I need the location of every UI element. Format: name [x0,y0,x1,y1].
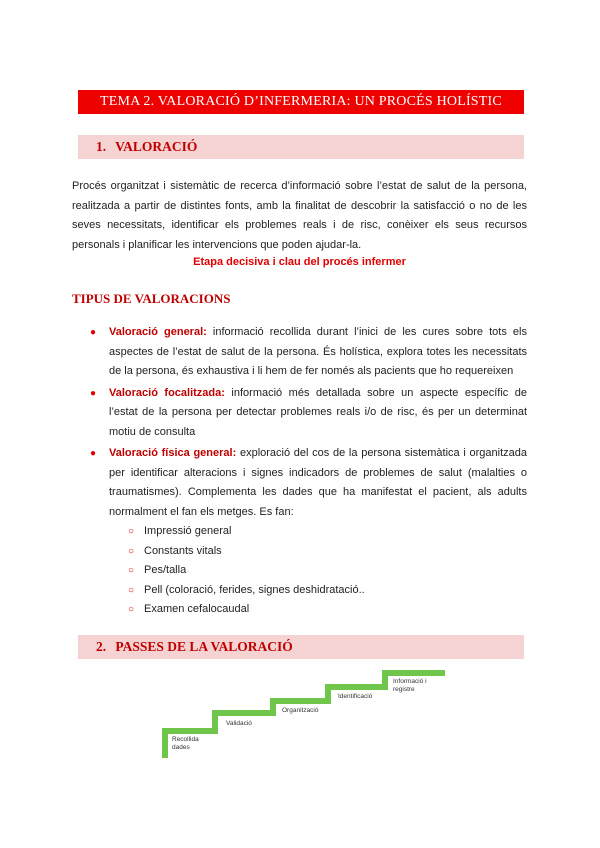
valuation-types-list [90,323,527,622]
circle-bullet-icon: ○ [128,584,135,596]
key-stage-highlight: Etapa decisiva i clau del procés infermer [193,256,406,268]
item-text: informació més detallada sobre un aspecte específic de l’estat de la persona per detectar problemes reals i/o de risc, és per un determinat motiu de consulta [109,386,528,438]
document-title: TEMA 2. VALORACIÓ D’INFERMERIA: UN PROCÉS HOLÍSTIC [78,90,524,114]
list-item [90,444,527,620]
exam-sublist [109,522,527,620]
step-label: Informació i registre [393,678,427,693]
section-number: 2. [96,639,107,654]
step-label: Identificació [338,693,373,700]
sub-list-item: ○ Examen cefalocaudal [128,600,527,620]
assessment-steps-diagram [160,668,450,763]
list-item [90,384,527,443]
bullet-icon: ● [90,387,97,399]
section-passes-heading [78,635,524,659]
item-term: Valoració focalitzada: [109,386,225,399]
sub-list-item: ○ Impressió general [128,522,527,542]
circle-bullet-icon: ○ [128,526,135,537]
item-text: exploració del cos de la persona sistemàtica i organitzada per identificar alteracions i signes indicadors de problemes de salut (malalties o traumatismes). Complementa les dades que ha manifestat el pacient, als adults normalment el fan els metges. Es fan: [109,447,528,518]
circle-bullet-icon: ○ [128,604,135,615]
item-text: informació recollida durant l’inici de les cures sobre tots els aspectes de l’estat de salut de la persona. És holística, explora totes les necessitats de la persona, és exhaustiva i li hem de fer només als pacients que ho requereixen [109,326,527,377]
item-term: Valoració general: [109,326,207,338]
intro-paragraph: Procés organitzat i sistemàtic de recerca d’informació sobre l’estat de salut de la persona, realitzada a partir de distintes fonts, amb la finalitat de descobrir la satisfacció o no de les seves necessitats, identificar els problemes reals i de risc, conèixer els seus recursos personals i planificar les intervencions que poden ajudar-la. [72,180,527,251]
step-label: Organització [282,707,319,714]
circle-bullet-icon: ○ [128,545,135,557]
step-label: Validació [226,720,252,727]
sub-list-item: ○ Constants vitals [128,542,527,562]
circle-bullet-icon: ○ [128,565,135,576]
types-heading: TIPUS DE VALORACIONS [72,291,231,306]
item-term: Valoració física general: [109,447,237,459]
list-item [90,323,527,382]
bullet-icon: ● [90,327,97,338]
step-label: Recollida dades [172,736,199,751]
section-valoracio-heading [78,135,524,159]
section-title: VALORACIÓ [115,139,198,154]
sub-list-item: ○ Pes/talla [128,561,527,581]
section-number: 1. [96,139,107,154]
section-title: PASSES DE LA VALORACIÓ [115,639,293,654]
sub-list-item: ○ Pell (coloració, ferides, signes deshidratació.. [128,581,527,601]
bullet-icon: ● [90,448,97,459]
